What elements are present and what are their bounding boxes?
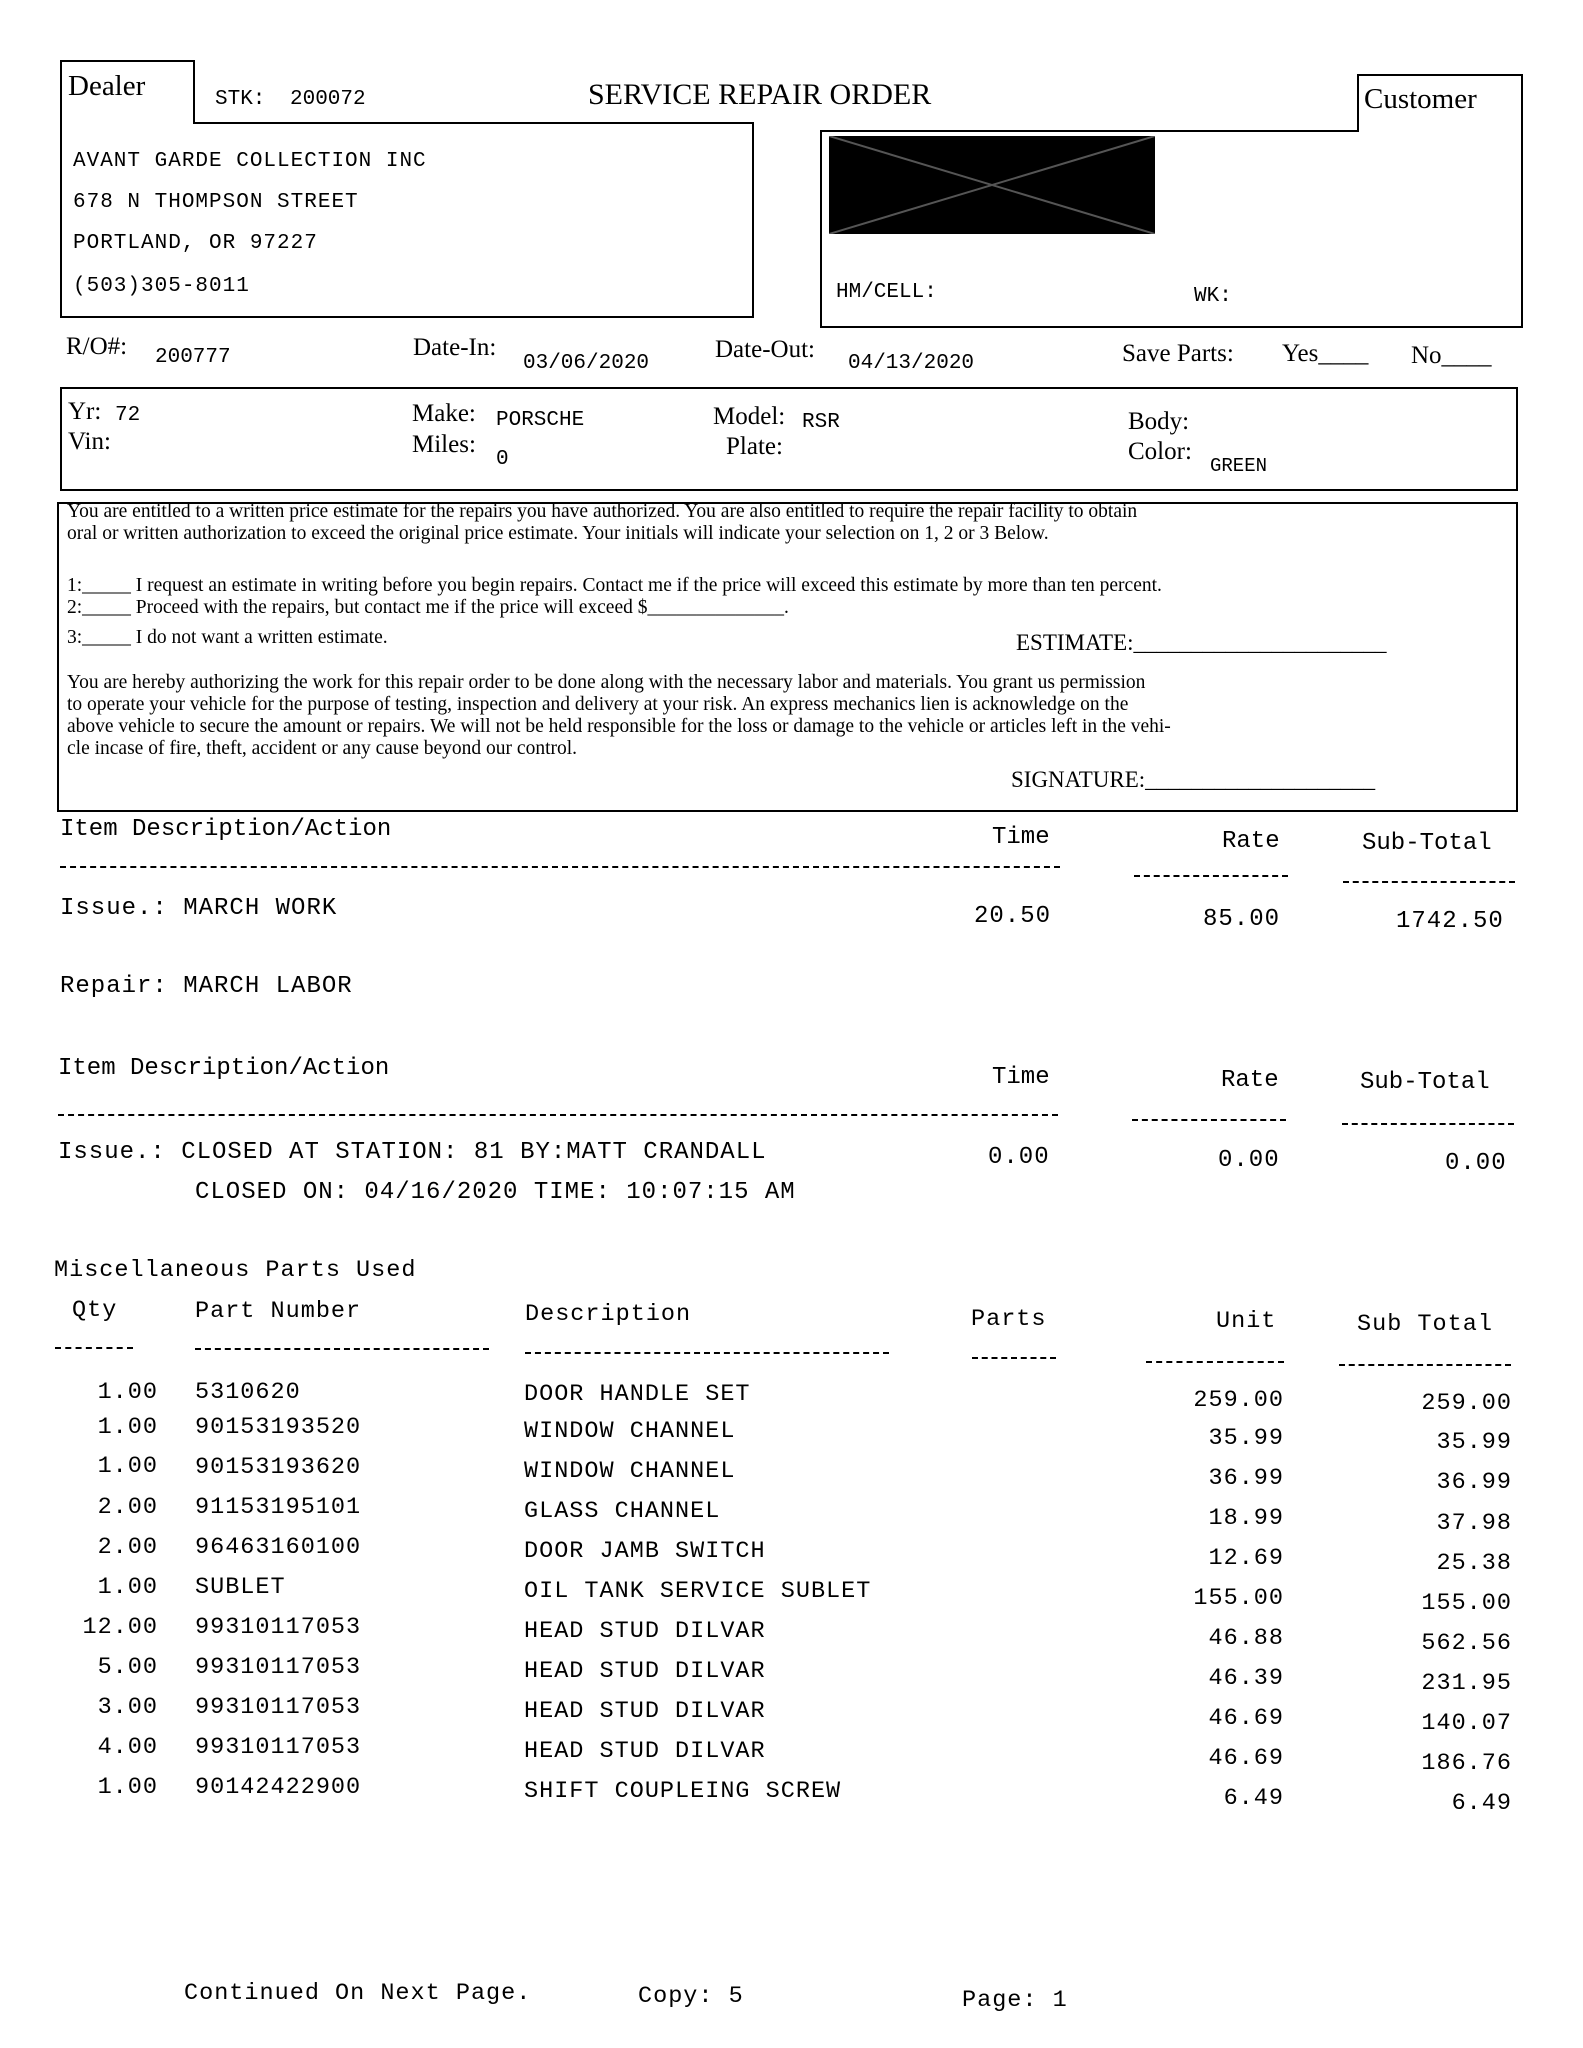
legal-option-2: 2:_____ Proceed with the repairs, but contact me if the price will exceed $______________. bbox=[67, 597, 789, 618]
part-unit: 6.49 bbox=[1223, 1785, 1284, 1812]
ro-value: 200777 bbox=[155, 346, 231, 369]
part-description: HEAD STUD DILVAR bbox=[524, 1618, 766, 1645]
part-qty: 2.00 bbox=[97, 1534, 158, 1561]
part-number: 99310117053 bbox=[195, 1694, 362, 1721]
labor1-rule-subtotal bbox=[1343, 881, 1515, 883]
part-subtotal: 6.49 bbox=[1451, 1790, 1512, 1817]
color-value: GREEN bbox=[1210, 455, 1268, 477]
part-description: OIL TANK SERVICE SUBLET bbox=[524, 1578, 872, 1605]
legal-p2-line3: above vehicle to secure the amount or repairs. We will not be held responsible for the loss or damage to the vehicle or articles left in the vehi- bbox=[67, 716, 1171, 737]
part-subtotal: 562.56 bbox=[1421, 1630, 1512, 1657]
labor2-header-time: Time bbox=[992, 1064, 1050, 1091]
part-qty: 5.00 bbox=[97, 1654, 158, 1681]
part-number: 90142422900 bbox=[195, 1774, 362, 1801]
part-number: SUBLET bbox=[195, 1574, 286, 1601]
redacted-customer-block bbox=[829, 136, 1155, 234]
legal-p1-line2: oral or written authorization to exceed the original price estimate. Your initials will indicate your selection on 1, 2 or 3 Below. bbox=[67, 523, 1049, 544]
dealer-tab-label: Dealer bbox=[68, 70, 146, 102]
make-label: Make: bbox=[412, 400, 476, 427]
part-unit: 36.99 bbox=[1208, 1465, 1284, 1492]
hm-cell-label: HM/CELL: bbox=[836, 281, 937, 304]
labor2-time: 0.00 bbox=[988, 1144, 1050, 1171]
dealer-name: AVANT GARDE COLLECTION INC bbox=[73, 150, 427, 173]
labor1-rate: 85.00 bbox=[1203, 906, 1281, 933]
misc-title: Miscellaneous Parts Used bbox=[54, 1257, 417, 1284]
legal-p1-line1: You are entitled to a written price estimate for the repairs you have authorized. You are also entitled to require the repair facility to obtain bbox=[67, 501, 1138, 522]
part-subtotal: 155.00 bbox=[1421, 1590, 1512, 1617]
misc-rule-qty bbox=[55, 1347, 133, 1349]
part-description: DOOR JAMB SWITCH bbox=[524, 1538, 766, 1565]
redaction-cross-icon bbox=[829, 136, 1155, 234]
part-description: DOOR HANDLE SET bbox=[524, 1381, 751, 1408]
part-number: 5310620 bbox=[195, 1379, 301, 1406]
part-subtotal: 186.76 bbox=[1421, 1750, 1512, 1777]
save-parts-label: Save Parts: bbox=[1122, 340, 1234, 367]
labor1-header-rate: Rate bbox=[1222, 828, 1280, 855]
continued-note: Continued On Next Page. bbox=[184, 1980, 532, 2007]
misc-rule-part bbox=[195, 1348, 489, 1350]
part-qty: 1.00 bbox=[97, 1774, 158, 1801]
part-unit: 155.00 bbox=[1193, 1585, 1284, 1612]
stk-value: 200072 bbox=[290, 88, 366, 111]
part-description: WINDOW CHANNEL bbox=[524, 1418, 736, 1445]
labor2-rate: 0.00 bbox=[1218, 1147, 1280, 1174]
part-subtotal: 231.95 bbox=[1421, 1670, 1512, 1697]
legal-p2-line1: You are hereby authorizing the work for this repair order to be done along with the necessary labor and materials. You grant us permission bbox=[67, 672, 1146, 693]
part-qty: 3.00 bbox=[97, 1694, 158, 1721]
misc-rule-unit bbox=[1146, 1361, 1284, 1363]
save-parts-yes[interactable]: Yes____ bbox=[1282, 340, 1369, 367]
misc-header-sub-total: Sub Total bbox=[1357, 1311, 1493, 1338]
labor2-issue: Issue.: CLOSED AT STATION: 81 BY:MATT CRANDALL bbox=[58, 1139, 767, 1166]
part-description: GLASS CHANNEL bbox=[524, 1498, 721, 1525]
part-qty: 1.00 bbox=[97, 1574, 158, 1601]
dealer-phone: (503)305-8011 bbox=[73, 275, 250, 298]
misc-header-description: Description bbox=[525, 1301, 692, 1328]
labor2-header-subtotal: Sub-Total bbox=[1360, 1069, 1490, 1096]
labor1-subtotal: 1742.50 bbox=[1396, 908, 1504, 935]
part-subtotal: 25.38 bbox=[1436, 1550, 1512, 1577]
page-number: Page: 1 bbox=[962, 1987, 1068, 2014]
date-out-label: Date-Out: bbox=[715, 336, 815, 363]
yr-value: 72 bbox=[115, 404, 141, 427]
stk-label: STK: bbox=[215, 88, 266, 111]
misc-rule-parts bbox=[972, 1357, 1056, 1359]
legal-p2-line2: to operate your vehicle for the purpose of testing, inspection and delivery at your risk. An express mechanics lien is acknowledge on the bbox=[67, 694, 1129, 715]
part-unit: 46.39 bbox=[1208, 1665, 1284, 1692]
authorization-box bbox=[57, 502, 1518, 812]
part-unit: 46.88 bbox=[1208, 1625, 1284, 1652]
page-title: SERVICE REPAIR ORDER bbox=[588, 78, 932, 111]
part-subtotal: 36.99 bbox=[1436, 1469, 1512, 1496]
part-qty: 1.00 bbox=[97, 1453, 158, 1480]
part-unit: 46.69 bbox=[1208, 1705, 1284, 1732]
legal-option-3: 3:_____ I do not want a written estimate. bbox=[67, 627, 388, 648]
wk-label: WK: bbox=[1194, 285, 1232, 308]
yr-label: Yr: bbox=[68, 398, 102, 425]
misc-header-unit: Unit bbox=[1216, 1308, 1277, 1335]
part-description: SHIFT COUPLEING SCREW bbox=[524, 1778, 842, 1805]
misc-header-part-number: Part Number bbox=[195, 1298, 362, 1325]
vehicle-box bbox=[60, 387, 1518, 491]
make-value: PORSCHE bbox=[496, 409, 585, 432]
part-number: 99310117053 bbox=[195, 1614, 362, 1641]
part-qty: 12.00 bbox=[82, 1614, 158, 1641]
miles-value: 0 bbox=[496, 448, 509, 471]
part-description: HEAD STUD DILVAR bbox=[524, 1658, 766, 1685]
part-qty: 4.00 bbox=[97, 1734, 158, 1761]
labor2-rule-item bbox=[58, 1114, 1058, 1116]
customer-tab-label: Customer bbox=[1364, 83, 1477, 115]
part-unit: 18.99 bbox=[1208, 1505, 1284, 1532]
labor1-issue: Issue.: MARCH WORK bbox=[60, 895, 338, 922]
part-number: 91153195101 bbox=[195, 1494, 362, 1521]
estimate-field[interactable]: ESTIMATE:______________________ bbox=[1016, 630, 1387, 655]
misc-rule-subtotal bbox=[1339, 1364, 1511, 1366]
labor2-rule-subtotal bbox=[1342, 1123, 1514, 1125]
misc-header-qty: Qty bbox=[72, 1297, 118, 1324]
dealer-street: 678 N THOMPSON STREET bbox=[73, 191, 359, 214]
copy-number: Copy: 5 bbox=[638, 1983, 744, 2010]
date-in-value: 03/06/2020 bbox=[523, 352, 650, 375]
dealer-city: PORTLAND, OR 97227 bbox=[73, 232, 318, 255]
part-number: 96463160100 bbox=[195, 1534, 362, 1561]
part-qty: 2.00 bbox=[97, 1494, 158, 1521]
labor2-closed: CLOSED ON: 04/16/2020 TIME: 10:07:15 AM bbox=[195, 1179, 796, 1206]
part-unit: 35.99 bbox=[1208, 1425, 1284, 1452]
part-number: 99310117053 bbox=[195, 1654, 362, 1681]
ro-label: R/O#: bbox=[66, 333, 128, 360]
labor1-header-time: Time bbox=[992, 824, 1050, 851]
labor1-rule-item bbox=[60, 866, 1060, 868]
part-subtotal: 35.99 bbox=[1436, 1429, 1512, 1456]
misc-rule-desc bbox=[525, 1352, 889, 1354]
part-subtotal: 37.98 bbox=[1436, 1510, 1512, 1537]
part-description: HEAD STUD DILVAR bbox=[524, 1698, 766, 1725]
part-description: HEAD STUD DILVAR bbox=[524, 1738, 766, 1765]
part-number: 90153193520 bbox=[195, 1414, 362, 1441]
part-unit: 259.00 bbox=[1193, 1387, 1284, 1414]
miles-label: Miles: bbox=[412, 431, 476, 458]
save-parts-no[interactable]: No____ bbox=[1411, 342, 1492, 369]
model-label: Model: bbox=[713, 403, 786, 430]
plate-label: Plate: bbox=[726, 433, 783, 460]
labor2-header-item: Item Description/Action bbox=[58, 1055, 390, 1082]
part-unit: 46.69 bbox=[1208, 1745, 1284, 1772]
model-value: RSR bbox=[802, 411, 840, 434]
misc-header-parts: Parts bbox=[971, 1306, 1047, 1333]
legal-option-1: 1:_____ I request an estimate in writing before you begin repairs. Contact me if the price will exceed this estimate by more than ten percent. bbox=[67, 575, 1162, 596]
labor1-header-subtotal: Sub-Total bbox=[1362, 830, 1492, 857]
labor2-subtotal: 0.00 bbox=[1445, 1150, 1507, 1177]
part-number: 90153193620 bbox=[195, 1454, 362, 1481]
part-subtotal: 140.07 bbox=[1421, 1710, 1512, 1737]
labor1-time: 20.50 bbox=[974, 903, 1052, 930]
labor1-rule-rate bbox=[1134, 875, 1288, 877]
signature-field[interactable]: SIGNATURE:____________________ bbox=[1011, 767, 1376, 792]
part-description: WINDOW CHANNEL bbox=[524, 1458, 736, 1485]
body-label: Body: bbox=[1128, 408, 1190, 435]
vin-label: Vin: bbox=[68, 428, 111, 455]
date-in-label: Date-In: bbox=[413, 334, 497, 361]
part-qty: 1.00 bbox=[97, 1414, 158, 1441]
part-number: 99310117053 bbox=[195, 1734, 362, 1761]
date-out-value: 04/13/2020 bbox=[848, 352, 975, 375]
labor1-header-item: Item Description/Action bbox=[60, 816, 392, 843]
labor1-repair: Repair: MARCH LABOR bbox=[60, 973, 353, 1000]
part-unit: 12.69 bbox=[1208, 1545, 1284, 1572]
color-label: Color: bbox=[1128, 438, 1192, 465]
legal-p2-line4: cle incase of fire, theft, accident or any cause beyond our control. bbox=[67, 738, 578, 759]
labor2-header-rate: Rate bbox=[1221, 1067, 1279, 1094]
part-qty: 1.00 bbox=[97, 1379, 158, 1406]
part-subtotal: 259.00 bbox=[1421, 1390, 1512, 1417]
labor2-rule-rate bbox=[1132, 1119, 1286, 1121]
